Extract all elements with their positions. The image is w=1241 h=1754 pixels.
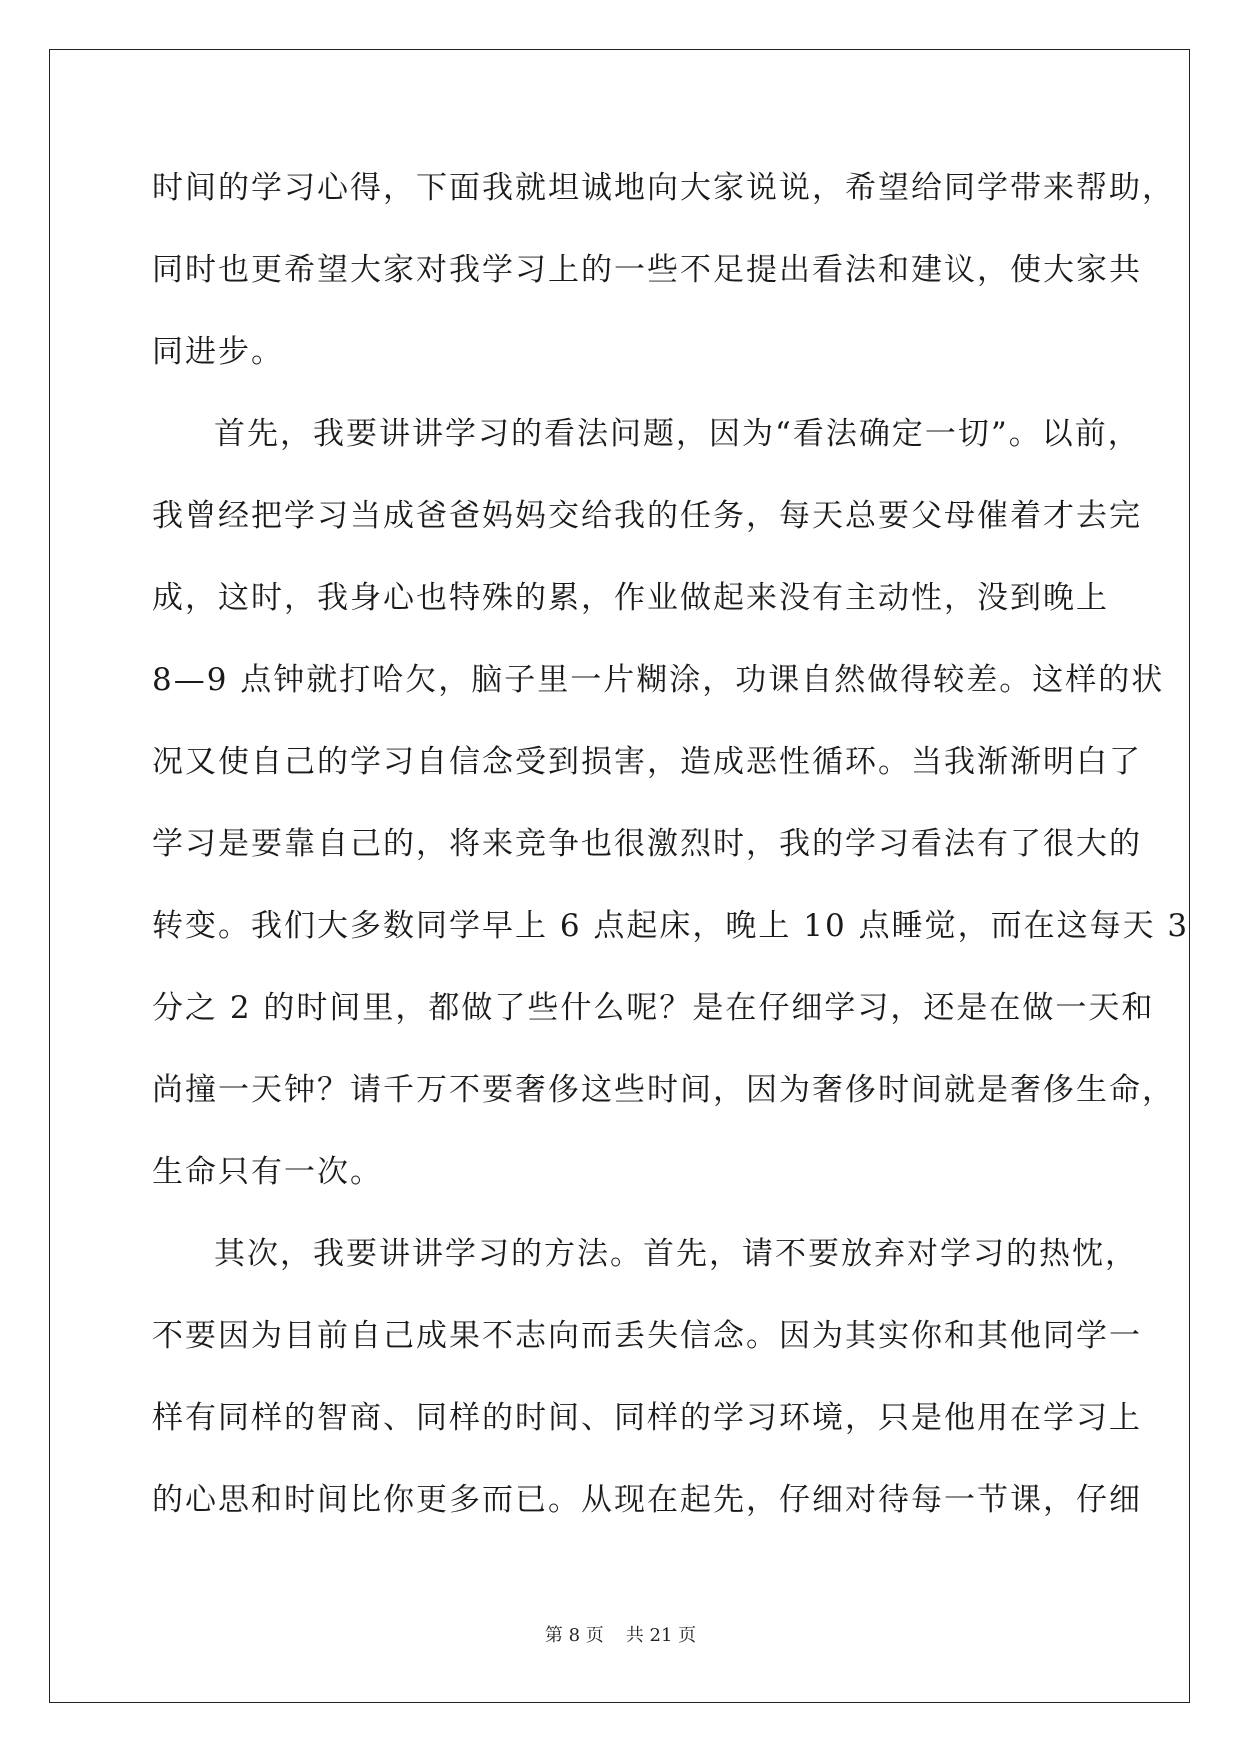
- paragraph-first-line: 其次，我要讲讲学习的方法。首先，请不要放弃对学习的热忱，: [214, 1236, 1138, 1272]
- document-body: [152, 163, 1190, 1557]
- page-footer: [0, 1621, 1241, 1647]
- text-line: 不要因为目前自己成果不志向而丢失信念。因为其实你和其他同学一: [152, 1318, 1142, 1354]
- paragraph-first-line: 首先，我要讲讲学习的看法问题，因为“看法确定一切”。以前，: [214, 416, 1141, 452]
- text-line: 我曾经把学习当成爸爸妈妈交给我的任务，每天总要父母催着才去完: [152, 498, 1142, 534]
- text-line: 转变。我们大多数同学早上 6 点起床，晚上 10 点睡觉，而在这每天 3: [152, 908, 1190, 944]
- page-number: 第 8 页: [544, 1625, 604, 1646]
- text-line: 的心思和时间比你更多而已。从现在起先，仔细对待每一节课，仔细: [152, 1482, 1142, 1518]
- text-line: 生命只有一次。: [152, 1154, 383, 1190]
- text-line: 8—9 点钟就打哈欠，脑子里一片糊涂，功课自然做得较差。这样的状: [152, 662, 1165, 698]
- text-line: 学习是要靠自己的，将来竞争也很激烈时，我的学习看法有了很大的: [152, 826, 1142, 862]
- text-line: 时间的学习心得，下面我就坦诚地向大家说说，希望给同学带来帮助，: [152, 170, 1175, 206]
- text-line: 尚撞一天钟？请千万不要奢侈这些时间，因为奢侈时间就是奢侈生命，: [152, 1072, 1175, 1108]
- text-line: 同时也更希望大家对我学习上的一些不足提出看法和建议，使大家共: [152, 252, 1142, 288]
- text-line: 成，这时，我身心也特殊的累，作业做起来没有主动性，没到晚上: [152, 580, 1109, 616]
- text-line: 同进步。: [152, 334, 284, 370]
- page-total: 共 21 页: [625, 1625, 697, 1646]
- text-line: 况又使自己的学习自信念受到损害，造成恶性循环。当我渐渐明白了: [152, 744, 1142, 780]
- text-line: 样有同样的智商、同样的时间、同样的学习环境，只是他用在学习上: [152, 1400, 1142, 1436]
- text-line: 分之 2 的时间里，都做了些什么呢？是在仔细学习，还是在做一天和: [152, 990, 1155, 1026]
